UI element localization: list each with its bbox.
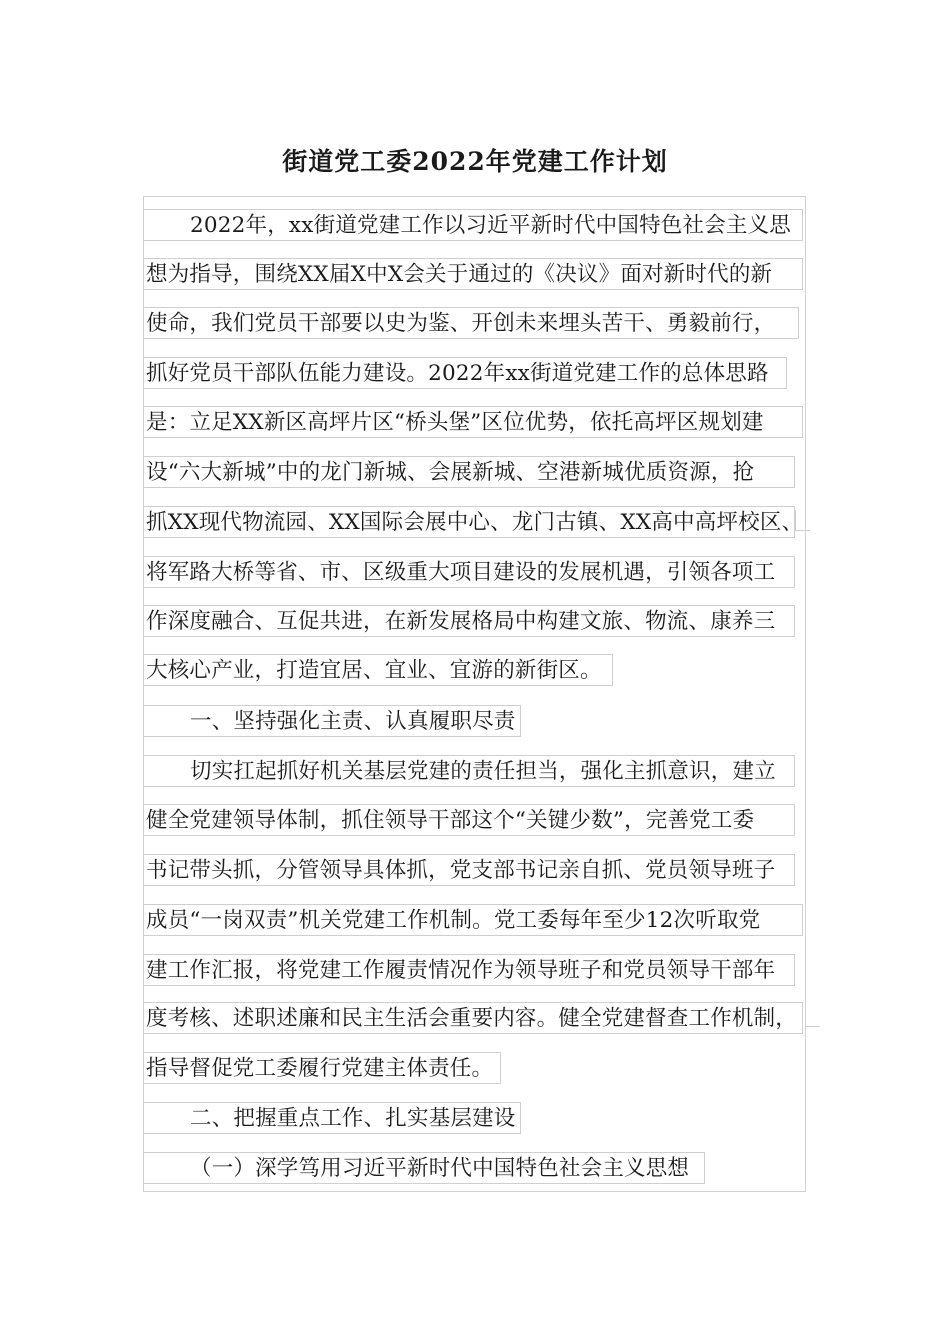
text-line: 想为指导，围绕XX届X中X会关于通过的《决议》面对新时代的新	[143, 258, 803, 290]
text-line: 书记带头抓，分管领导具体抓，党支部书记亲自抓、党员领导班子	[143, 854, 795, 886]
line-overflow-mark	[805, 1006, 820, 1027]
text-line: 度考核、述职述廉和民主生活会重要内容。健全党建督查工作机制，	[143, 1002, 803, 1034]
text-line: 将军路大桥等省、市、区级重大项目建设的发展机遇，引领各项工	[143, 556, 795, 588]
text-line: 是：立足XX新区高坪片区“桥头堡”区位优势，依托高坪区规划建	[143, 406, 803, 438]
text-line: 建工作汇报，将党建工作履责情况作为领导班子和党员领导干部年	[143, 954, 795, 986]
text-line: 作深度融合、互促共进，在新发展格局中构建文旅、物流、康养三	[143, 605, 795, 637]
section-heading: 二、把握重点工作、扎实基层建设	[143, 1102, 521, 1134]
text-line: 切实扛起抓好机关基层党建的责任担当，强化主抓意识，建立	[143, 755, 795, 787]
document-title: 街道党工委2022年党建工作计划	[282, 147, 668, 176]
section-heading: 一、坚持强化主责、认真履职尽责	[143, 705, 521, 737]
text-line: 健全党建领导体制，抓住领导干部这个“关键少数”，完善党工委	[143, 804, 795, 836]
text-line: 成员“一岗双责”机关党建工作机制。党工委每年至少12次听取党	[143, 904, 803, 936]
text-line: 大核心产业，打造宜居、宜业、宜游的新街区。	[143, 654, 613, 686]
text-line: 使命，我们党员干部要以史为鉴、开创未来埋头苦干、勇毅前行，	[143, 307, 799, 339]
page-content-frame	[143, 196, 806, 1192]
text-line: 设“六大新城”中的龙门新城、会展新城、空港新城优质资源，抢	[143, 456, 795, 488]
text-line: 抓XX现代物流园、XX国际会展中心、龙门古镇、XX高中高坪校区、	[143, 506, 795, 538]
text-line: 2022年，xx街道党建工作以习近平新时代中国特色社会主义思	[143, 209, 803, 241]
text-line: 指导督促党工委履行党建主体责任。	[143, 1052, 501, 1084]
line-overflow-mark	[795, 510, 810, 531]
text-line: 抓好党员干部队伍能力建设。2022年xx街道党建工作的总体思路	[143, 357, 787, 389]
subsection-heading: （一）深学笃用习近平新时代中国特色社会主义思想	[143, 1152, 705, 1184]
